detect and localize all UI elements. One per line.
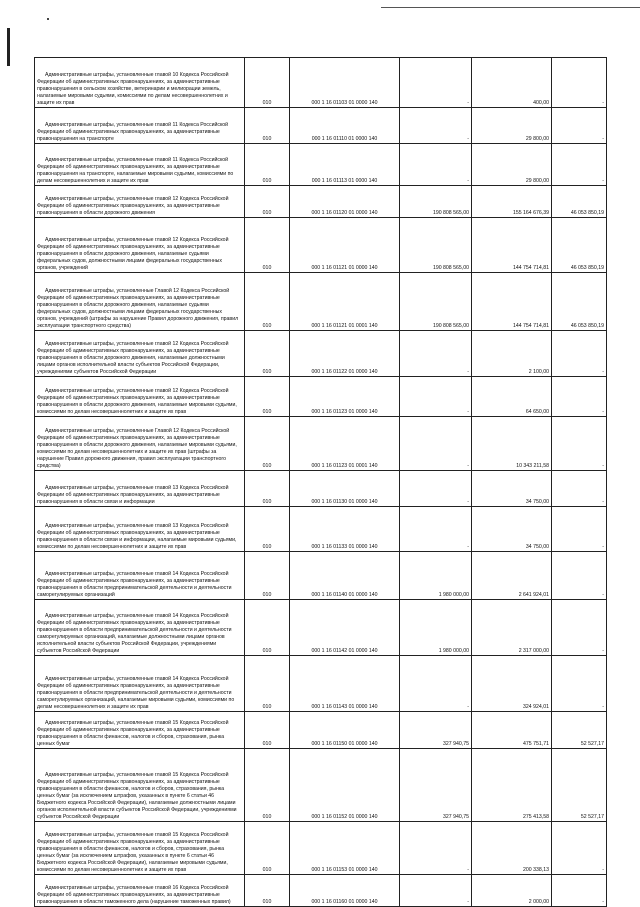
row-line-code: 010 (245, 507, 290, 552)
row-approved-amount: - (400, 822, 472, 875)
budget-report-table (34, 57, 607, 907)
row-unexecuted-amount: - (552, 656, 607, 712)
row-approved-amount: 327 940,75 (400, 712, 472, 749)
row-budget-classification-code: 000 1 16 01152 01 0000 140 (290, 749, 400, 822)
table-row (35, 144, 607, 186)
table-row (35, 507, 607, 552)
row-budget-classification-code: 000 1 16 01110 01 0000 140 (290, 108, 400, 144)
table-row (35, 822, 607, 875)
row-description (35, 417, 245, 471)
row-unexecuted-amount: - (552, 552, 607, 600)
row-unexecuted-amount: - (552, 58, 607, 108)
row-approved-amount: 190 808 565,00 (400, 218, 472, 273)
row-unexecuted-amount: - (552, 108, 607, 144)
row-line-code: 010 (245, 749, 290, 822)
row-description (35, 186, 245, 218)
row-unexecuted-amount: - (552, 471, 607, 507)
row-budget-classification-code: 000 1 16 01130 01 0000 140 (290, 471, 400, 507)
row-budget-classification-code: 000 1 16 01143 01 0000 140 (290, 656, 400, 712)
row-description (35, 822, 245, 875)
row-line-code: 010 (245, 273, 290, 331)
row-approved-amount: - (400, 656, 472, 712)
row-approved-amount: - (400, 471, 472, 507)
row-line-code: 010 (245, 712, 290, 749)
row-unexecuted-amount: - (552, 822, 607, 875)
row-budget-classification-code: 000 1 16 01122 01 0000 140 (290, 331, 400, 377)
table-row (35, 58, 607, 108)
row-budget-classification-code: 000 1 16 01121 01 0000 140 (290, 218, 400, 273)
row-line-code: 010 (245, 58, 290, 108)
row-line-code: 010 (245, 218, 290, 273)
row-executed-amount: 2 641 924,01 (472, 552, 552, 600)
row-line-code: 010 (245, 656, 290, 712)
row-description-text: Административные штрафы, установленные главой 12 Кодекса Российской Федерации об административных правонарушениях, за административные правонарушения в области дорожного движения, налагаемые мировыми судьями, комиссиями по делам несовершеннолетних и защите их прав (37, 388, 237, 415)
row-description (35, 58, 245, 108)
row-unexecuted-amount: - (552, 507, 607, 552)
row-description-text: Административные штрафы, установленные главой 15 Кодекса Российской Федерации об административных правонарушениях, за административные правонарушения в области финансов, налогов и сборов, страхования, рынка ценных бумаг (37, 720, 229, 747)
row-executed-amount: 200 338,13 (472, 822, 552, 875)
row-executed-amount: 144 754 714,81 (472, 218, 552, 273)
row-line-code: 010 (245, 600, 290, 656)
scan-margin-bar (7, 28, 10, 66)
row-line-code: 010 (245, 552, 290, 600)
row-description (35, 331, 245, 377)
row-approved-amount: 190 808 565,00 (400, 186, 472, 218)
row-executed-amount: 34 750,00 (472, 507, 552, 552)
row-budget-classification-code: 000 1 16 01140 01 0000 140 (290, 552, 400, 600)
row-description-text: Административные штрафы, установленные главой 12 Кодекса Российской Федерации об административных правонарушениях, за административные правонарушения в области дорожного движения, налагаемые судьями федеральных судов, должностными лицами федеральных государственных органов, учреждений (37, 237, 229, 271)
row-unexecuted-amount: - (552, 331, 607, 377)
row-budget-classification-code: 000 1 16 01142 01 0000 140 (290, 600, 400, 656)
row-budget-classification-code: 000 1 16 01103 01 0000 140 (290, 58, 400, 108)
row-budget-classification-code: 000 1 16 01120 01 0000 140 (290, 186, 400, 218)
row-executed-amount: 34 750,00 (472, 471, 552, 507)
row-approved-amount: - (400, 144, 472, 186)
row-line-code: 010 (245, 331, 290, 377)
row-line-code: 010 (245, 471, 290, 507)
row-description (35, 144, 245, 186)
row-description-text: Административные штрафы, установленные Главой 12 Кодекса Российской Федерации об административных правонарушениях, за административные правонарушения в области дорожного движения, налагаемые мировыми судьями, комиссиями по делам несовершеннолетних и защите их прав (штрафы за нарушение Правил дорожного движения, правил эксплуатации транспортного средства) (37, 428, 237, 469)
row-description (35, 273, 245, 331)
row-budget-classification-code: 000 1 16 01121 01 0001 140 (290, 273, 400, 331)
row-approved-amount: - (400, 507, 472, 552)
row-line-code: 010 (245, 822, 290, 875)
row-line-code: 010 (245, 875, 290, 907)
row-executed-amount: 2 317 000,00 (472, 600, 552, 656)
row-line-code: 010 (245, 108, 290, 144)
row-description-text: Административные штрафы, установленные главой 15 Кодекса Российской Федерации об административных правонарушениях, за административные правонарушения в области финансов, налогов и сборов, страхования, рынка ценных бумаг (за исключением штрафов, указанных в пункте 6 статьи 46 Бюджетного кодекса Российской Федерации), налагаемые мировыми судьями, комиссиями по делам несовершеннолетних и защите их прав (37, 832, 229, 873)
row-description (35, 552, 245, 600)
table-row (35, 417, 607, 471)
row-line-code: 010 (245, 186, 290, 218)
row-unexecuted-amount: - (552, 875, 607, 907)
row-description-text: Административные штрафы, установленные главой 13 Кодекса Российской Федерации об административных правонарушениях, за административные правонарушения в области связи и информации, налагаемые мировыми судьями, комиссиями по делам несовершеннолетних и защите их прав (37, 523, 237, 550)
row-description-text: Административные штрафы, установленные Главой 12 Кодекса Российской Федерации об административных правонарушениях, за административные правонарушения в области дорожного движения, налагаемые судьями федеральных судов, должностными лицами федеральных государственных органов, учреждений (штрафы за нарушение Правил дорожного движения, правил эксплуатации транспортного средства) (37, 288, 239, 329)
row-budget-classification-code: 000 1 16 01133 01 0000 140 (290, 507, 400, 552)
row-unexecuted-amount: 52 527,17 (552, 749, 607, 822)
row-description (35, 218, 245, 273)
table-row (35, 875, 607, 907)
row-line-code: 010 (245, 377, 290, 417)
row-budget-classification-code: 000 1 16 01150 01 0000 140 (290, 712, 400, 749)
row-approved-amount: - (400, 875, 472, 907)
row-description-text: Административные штрафы, установленные главой 10 Кодекса Российской Федерации об административных правонарушениях, за административные правонарушения в сельском хозяйстве, ветеринарии и мелиорации земель, налагаемые мировыми судьями, комиссиями по делам несовершеннолетних и защите их прав (37, 72, 229, 106)
row-budget-classification-code: 000 1 16 01123 01 0001 140 (290, 417, 400, 471)
row-description-text: Административные штрафы, установленные главой 14 Кодекса Российской Федерации об административных правонарушениях, за административные правонарушения в области предпринимательской деятельности и деятельности саморегулируемых организаций, налагаемые мировыми судьями, комиссиями по делам несовершеннолетних и защите их прав (37, 676, 235, 710)
row-description (35, 656, 245, 712)
row-description-text: Административные штрафы, установленные главой 15 Кодекса Российской Федерации об административных правонарушениях, за административные правонарушения в области финансов, налогов и сборов, страхования, рынка ценных бумаг (за исключением штрафов, указанных в пункте 6 статьи 46 Бюджетного кодекса Российской Федерации), налагаемые должностными лицами органов исполнительной власти субъектов Российской Федерации, учреждениями субъектов Российской Федерации (37, 772, 237, 820)
row-description-text: Административные штрафы, установленные главой 12 Кодекса Российской Федерации об административных правонарушениях, за административные правонарушения в области дорожного движения, налагаемые должностными лицами органов исполнительной власти субъектов Российской Федерации, учреждениями субъектов Российской Федерации (37, 341, 229, 375)
scan-mark (47, 18, 49, 20)
row-unexecuted-amount: - (552, 600, 607, 656)
row-unexecuted-amount: - (552, 377, 607, 417)
row-budget-classification-code: 000 1 16 01123 01 0000 140 (290, 377, 400, 417)
row-approved-amount: - (400, 58, 472, 108)
row-executed-amount: 324 924,01 (472, 656, 552, 712)
row-executed-amount: 400,00 (472, 58, 552, 108)
row-line-code: 010 (245, 417, 290, 471)
row-executed-amount: 29 800,00 (472, 108, 552, 144)
table-row (35, 273, 607, 331)
row-budget-classification-code: 000 1 16 01153 01 0000 140 (290, 822, 400, 875)
table-row (35, 749, 607, 822)
row-executed-amount: 64 650,00 (472, 377, 552, 417)
row-description (35, 875, 245, 907)
row-description-text: Административные штрафы, установленные главой 14 Кодекса Российской Федерации об административных правонарушениях, за административные правонарушения в области предпринимательской деятельности и деятельности саморегулируемых организаций (37, 571, 232, 598)
table-row (35, 600, 607, 656)
row-approved-amount: 327 940,75 (400, 749, 472, 822)
row-executed-amount: 10 343 211,58 (472, 417, 552, 471)
table-row (35, 331, 607, 377)
row-description-text: Административные штрафы, установленные главой 11 Кодекса Российской Федерации об административных правонарушениях, за административные правонарушения на транспорте (37, 122, 229, 142)
table-row (35, 656, 607, 712)
row-description (35, 471, 245, 507)
row-budget-classification-code: 000 1 16 01113 01 0000 140 (290, 144, 400, 186)
row-approved-amount: - (400, 417, 472, 471)
table-row (35, 218, 607, 273)
row-description (35, 749, 245, 822)
row-description (35, 712, 245, 749)
row-unexecuted-amount: - (552, 144, 607, 186)
table-row (35, 552, 607, 600)
row-executed-amount: 144 754 714,81 (472, 273, 552, 331)
row-approved-amount: - (400, 108, 472, 144)
table-row (35, 712, 607, 749)
top-rule (381, 7, 640, 8)
row-budget-classification-code: 000 1 16 01160 01 0000 140 (290, 875, 400, 907)
row-executed-amount: 155 164 676,39 (472, 186, 552, 218)
row-description-text: Административные штрафы, установленные главой 13 Кодекса Российской Федерации об административных правонарушениях, за административные правонарушения в области связи и информации (37, 485, 229, 505)
row-approved-amount: - (400, 377, 472, 417)
table-row (35, 471, 607, 507)
row-line-code: 010 (245, 144, 290, 186)
row-approved-amount: 190 808 565,00 (400, 273, 472, 331)
row-approved-amount: 1 980 000,00 (400, 552, 472, 600)
row-executed-amount: 475 751,71 (472, 712, 552, 749)
row-approved-amount: 1 980 000,00 (400, 600, 472, 656)
row-description-text: Административные штрафы, установленные главой 11 Кодекса Российской Федерации об административных правонарушениях, за административные правонарушения на транспорте, налагаемые мировыми судьями, комиссиями по делам несовершеннолетних и защите их прав (37, 157, 234, 184)
row-description (35, 507, 245, 552)
row-executed-amount: 2 000,00 (472, 875, 552, 907)
table-row (35, 186, 607, 218)
row-unexecuted-amount: 52 527,17 (552, 712, 607, 749)
row-description (35, 108, 245, 144)
row-description-text: Административные штрафы, установленные главой 16 Кодекса Российской Федерации об административных правонарушениях, за административные правонарушения в области таможенного дела (нарушение таможенных правил) (37, 885, 231, 905)
row-approved-amount: - (400, 331, 472, 377)
row-executed-amount: 2 100,00 (472, 331, 552, 377)
row-description (35, 377, 245, 417)
row-unexecuted-amount: 46 053 850,19 (552, 186, 607, 218)
report-table-body (35, 58, 607, 907)
row-executed-amount: 29 800,00 (472, 144, 552, 186)
row-unexecuted-amount: 46 053 850,19 (552, 218, 607, 273)
row-unexecuted-amount: 46 053 850,19 (552, 273, 607, 331)
row-unexecuted-amount: - (552, 417, 607, 471)
table-row (35, 108, 607, 144)
table-row (35, 377, 607, 417)
row-description (35, 600, 245, 656)
row-description-text: Административные штрафы, установленные главой 14 Кодекса Российской Федерации об административных правонарушениях, за административные правонарушения в области предпринимательской деятельности и деятельности саморегулируемых организаций, налагаемые должностными лицами органов исполнительной власти субъектов Российской Федерации, учреждениями субъектов Российской Федерации (37, 613, 232, 654)
row-description-text: Административные штрафы, установленные главой 12 Кодекса Российской Федерации об административных правонарушениях, за административные правонарушения в области дорожного движения (37, 196, 229, 216)
row-executed-amount: 275 413,58 (472, 749, 552, 822)
